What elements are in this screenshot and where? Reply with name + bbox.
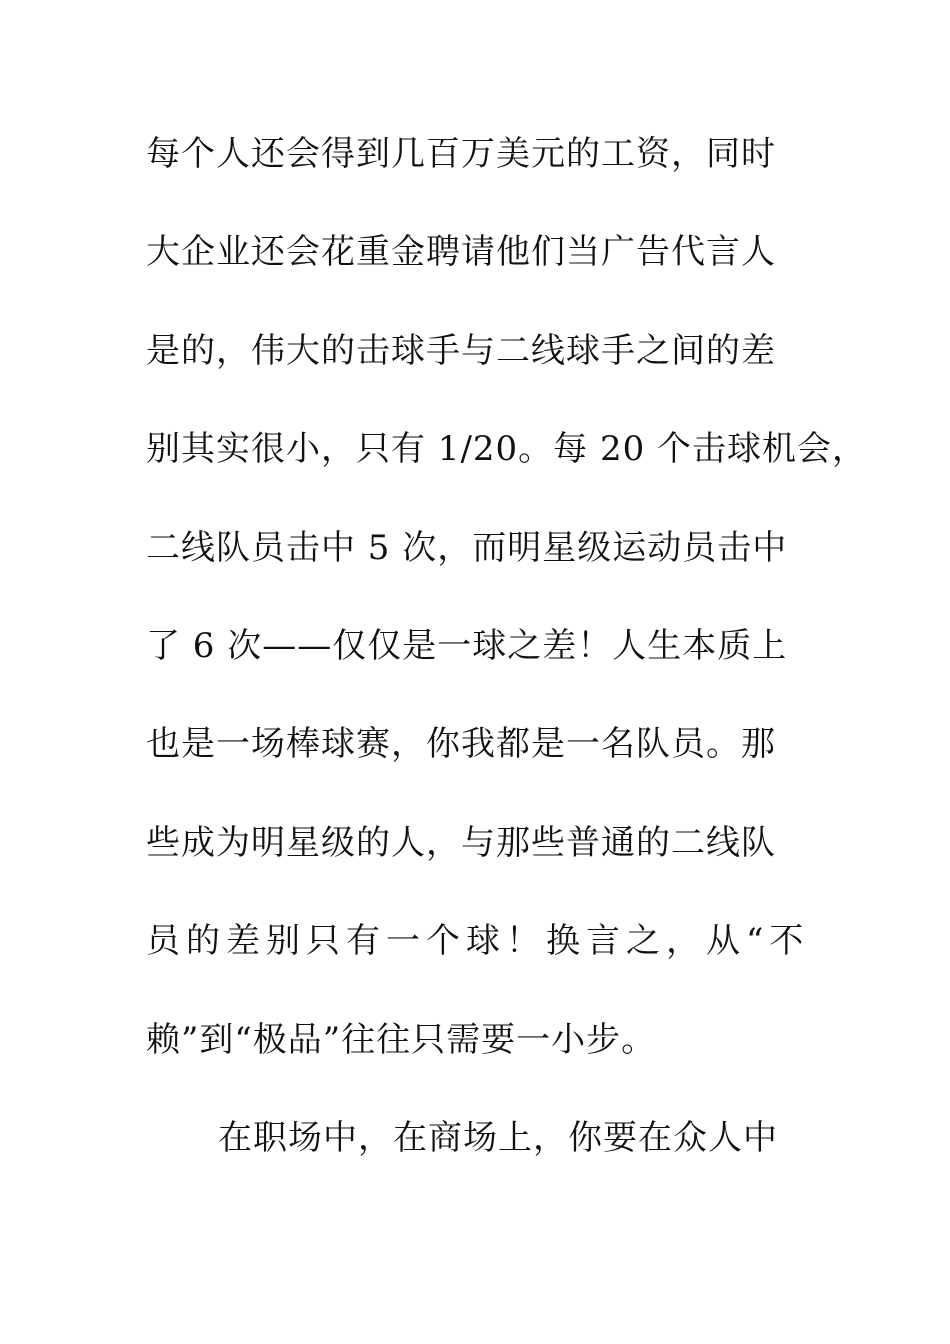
text-line: 大企业还会花重金聘请他们当广告代言人 (146, 232, 776, 273)
text-line: 也是一场棒球赛，你我都是一名队员。那 (146, 724, 776, 765)
body-text (146, 122, 868, 1204)
text-line: 每个人还会得到几百万美元的工资，同时 (146, 134, 776, 174)
text-line: 是的，伟大的击球手与二线球手之间的差 (146, 330, 776, 371)
text-line: 别其实很小，只有 1/20。每 20 个击球机会， (146, 429, 868, 470)
paragraph-start-line: 在职场中，在商场上，你要在众人中 (218, 1117, 778, 1158)
text-line: 些成为明星级的人，与那些普通的二线队 (146, 822, 776, 863)
text-line: 了 6 次——仅仅是一球之差！人生本质上 (146, 625, 788, 666)
text-line: 二线队员击中 5 次，而明星级运动员击中 (146, 527, 788, 568)
text-line: 赖”到“极品”往往只需要一小步。 (146, 1019, 657, 1060)
text-line: 员的差别只有一个球！换言之，从“不 (146, 921, 810, 962)
